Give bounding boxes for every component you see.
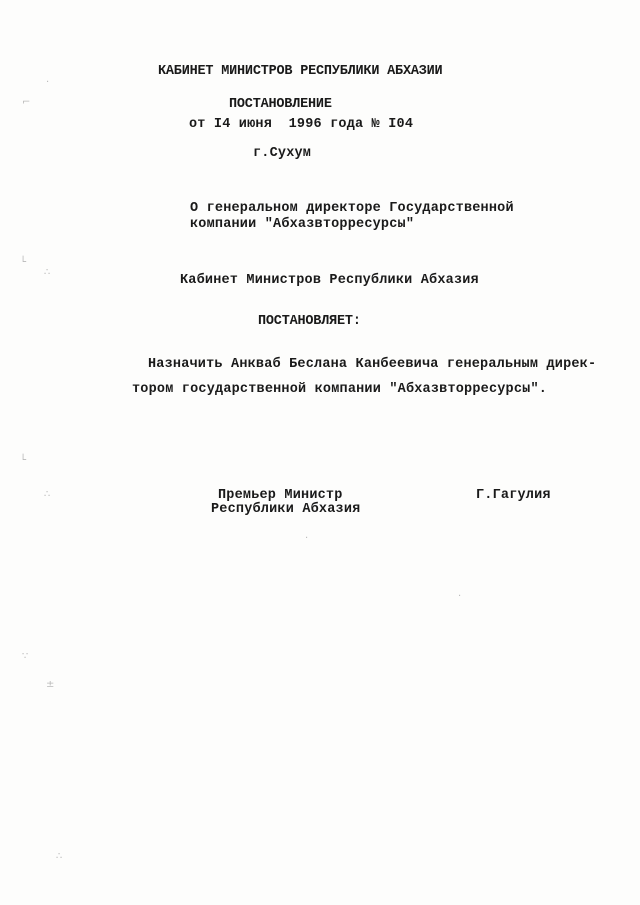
scan-mark: └ — [20, 455, 27, 466]
body-line-1: Назначить Анкваб Беслана Канбеевича генеральным дирек- — [148, 357, 597, 372]
document-city: г.Сухум — [253, 146, 312, 161]
subject-line-2: компании "Абхазвторресурсы" — [190, 217, 415, 232]
signatory-name: Г.Гагулия — [476, 488, 551, 503]
scan-mark: ∴ — [44, 267, 51, 278]
subject-line-1: О генеральном директоре Государственной — [190, 201, 514, 216]
scan-mark: ∴ — [44, 489, 51, 500]
scan-mark: ∴ — [56, 851, 63, 862]
scan-mark: ∵ — [22, 651, 29, 662]
scan-mark: ± — [46, 679, 55, 690]
document-date-number: от I4 июня 1996 года № I04 — [189, 117, 414, 132]
signatory-title-line-2: Республики Абхазия — [211, 502, 361, 517]
preamble-text: Кабинет Министров Республики Абхазия — [180, 273, 479, 288]
scan-mark: · — [458, 591, 462, 602]
organization-heading: КАБИНЕТ МИНИСТРОВ РЕСПУБЛИКИ АБХАЗИИ — [158, 64, 443, 79]
signatory-title-line-1: Премьер Министр — [218, 488, 343, 503]
decree-word: ПОСТАНОВЛЯЕТ: — [258, 314, 361, 329]
scan-mark: · — [46, 77, 50, 88]
scan-mark: ⌐ — [22, 97, 31, 108]
document-type-heading: ПОСТАНОВЛЕНИЕ — [229, 97, 332, 112]
scan-mark: └ — [20, 257, 27, 268]
body-line-2: тором государственной компании "Абхазвторресурсы". — [132, 382, 548, 397]
scan-mark: · — [305, 533, 309, 544]
